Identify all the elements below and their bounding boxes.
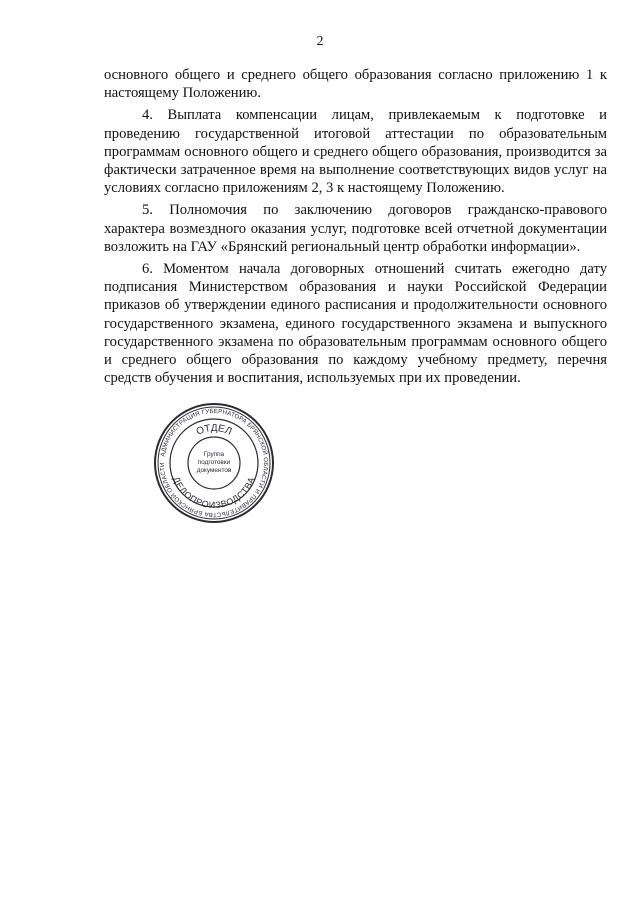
document-body — [104, 66, 607, 391]
paragraph-item-5: 5. Полномочия по заключению договоров гражданско-правового характера возмездного оказания услуг, подготовке всей отчетной документации возложить на ГАУ «Брянский региональный центр обработки информации». — [104, 202, 607, 255]
seal-outer-text: АДМИНИСТРАЦИЯ ГУБЕРНАТОРА БРЯНСКОЙ ОБЛАСТИ И ПРАВИТЕЛЬСТВА БРЯНСКОЙ ОБЛАСТИ — [158, 407, 270, 519]
seal-center-line-1: Группа — [203, 451, 225, 458]
seal-center-line-2: подготовки — [197, 459, 231, 466]
paragraph-item-6: 6. Моментом начала договорных отношений считать ежегодно дату подписания Министерством образования и науки Российской Федерации приказов об утверждении единого расписания и продолжительности основного государственного экзамена, единого государственного экзамена и выпускного государственного экзамена по образовательным программам основного общего и среднего общего образования по каждому учебному предмету, перечня средств обучения и воспитания, используемых при их проведении. — [104, 261, 607, 387]
page-number: 2 — [316, 34, 324, 49]
seal-top-text: ОТДЕЛ — [194, 422, 234, 438]
seal-bottom-text: ДЕЛОПРОИЗВОДСТВА — [171, 475, 257, 511]
official-seal-stamp — [152, 401, 276, 525]
paragraph-continuation: основного общего и среднего общего образования согласно приложению 1 к настоящему Положению. — [104, 67, 607, 102]
seal-center-line-3: документов — [196, 467, 232, 474]
paragraph-item-4: 4. Выплата компенсации лицам, привлекаемым к подготовке и проведению государственной итоговой аттестации по образовательным программам основного общего и среднего общего образования, производится за фактически затраченное время на выполнение соответствующих видов услуг на условиях согласно приложениям 2, 3 к настоящему Положению. — [104, 107, 607, 197]
